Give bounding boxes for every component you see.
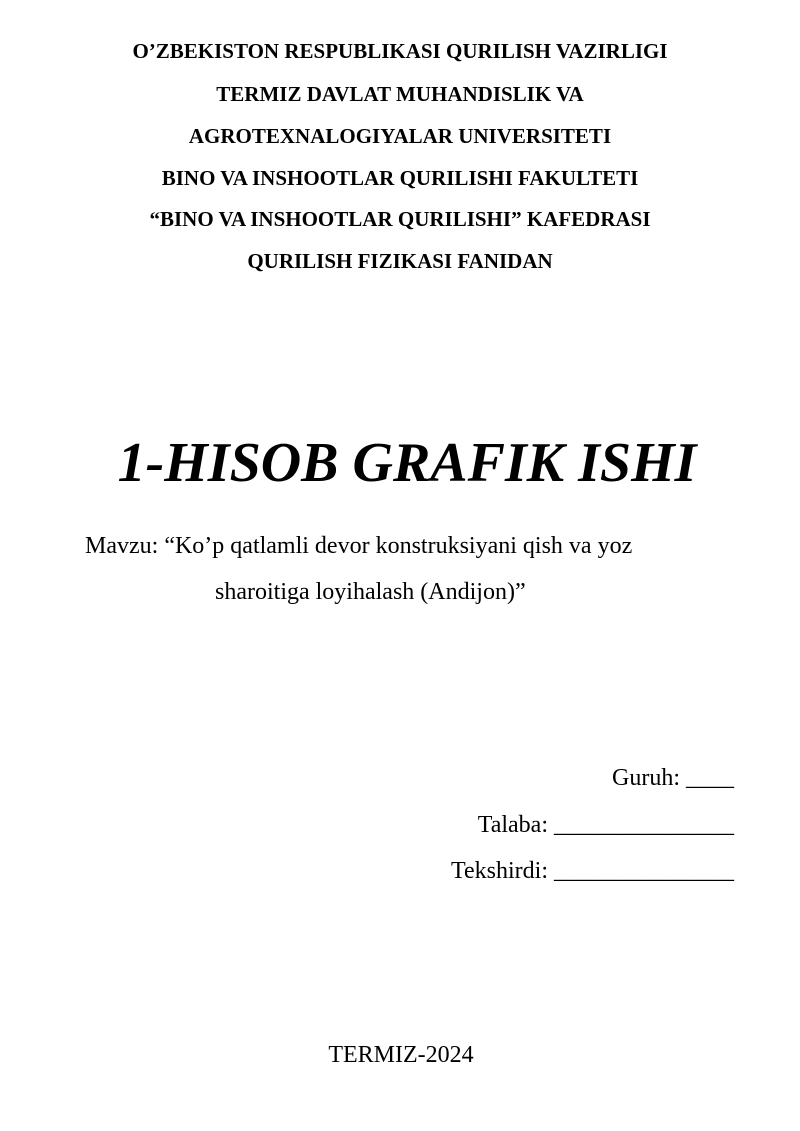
topic-line-1: Mavzu: “Ko’p qatlamli devor konstruksiyani qish va yoz [85, 533, 633, 559]
student-field: Talaba: _______________ [477, 812, 734, 838]
header-faculty: BINO VA INSHOOTLAR QURILISHI FAKULTETI [161, 166, 639, 190]
topic-line-2: sharoitiga loyihalash (Andijon)” [215, 579, 526, 605]
header-university-line-1: TERMIZ DAVLAT MUHANDISLIK VA [216, 82, 584, 106]
header-university-line-2: AGROTEXNALOGIYALAR UNIVERSITETI [188, 124, 612, 148]
header-ministry: O’ZBEKISTON RESPUBLIKASI QURILISH VAZIRLIGI [132, 39, 668, 63]
checker-field: Tekshirdi: _______________ [451, 858, 734, 884]
header-subject: QURILISH FIZIKASI FANIDAN [247, 249, 553, 273]
city-year: TERMIZ-2024 [328, 1042, 474, 1068]
header-department: “BINO VA INSHOOTLAR QURILISHI” KAFEDRASI [149, 207, 651, 231]
document-title: 1-HISOB GRAFIK ISHI [117, 432, 697, 494]
group-field: Guruh: ____ [612, 765, 734, 791]
